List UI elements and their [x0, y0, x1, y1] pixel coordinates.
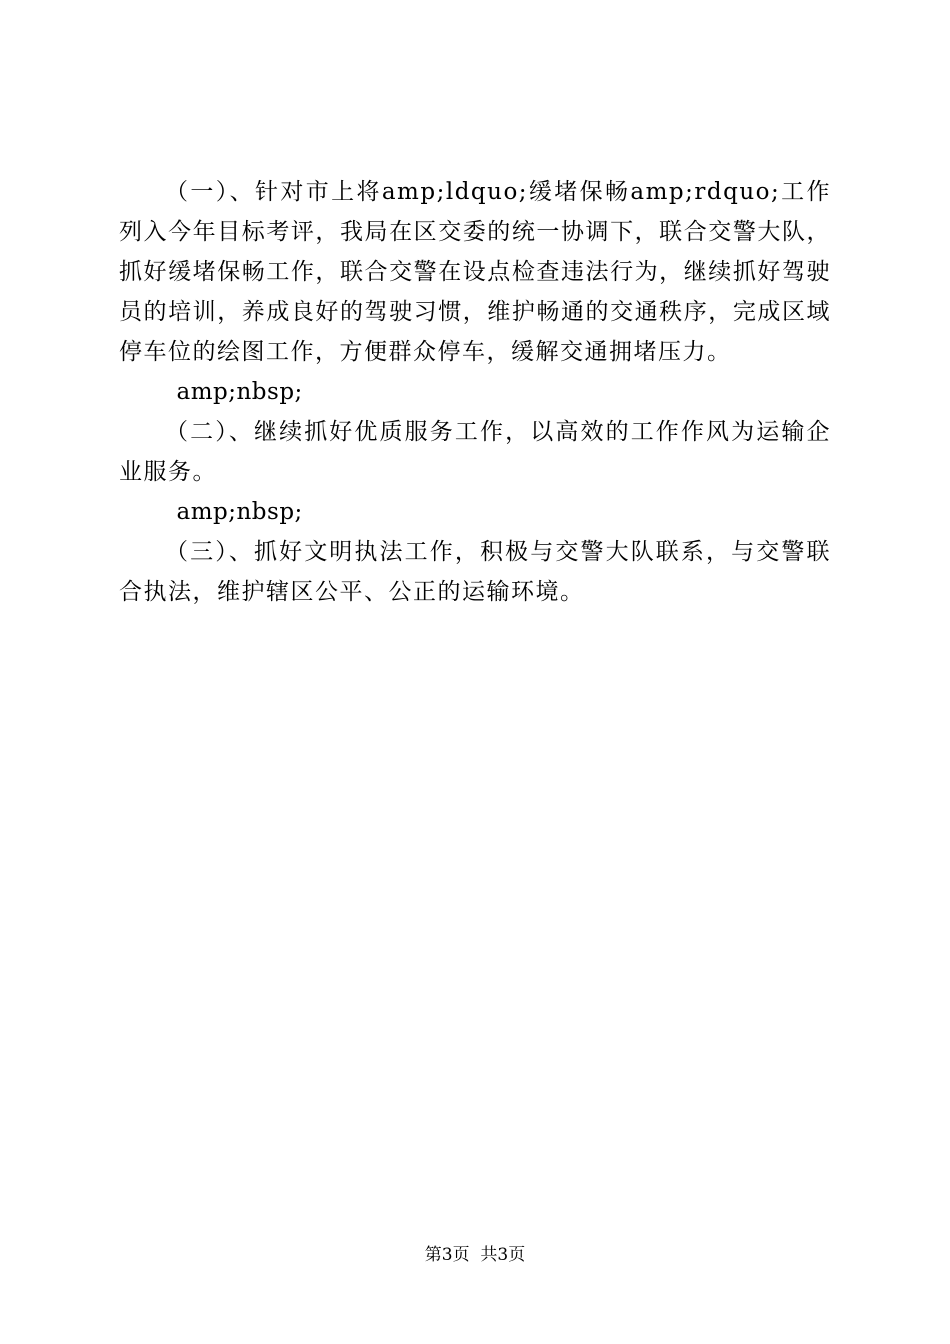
nbsp-line-2: amp;nbsp; — [176, 499, 303, 525]
page-footer: 第3页 共3页 — [424, 1245, 526, 1265]
paragraph-2: （二）、继续抓好优质服务工作，以高效的工作作风为运输企业服务。 — [119, 419, 831, 485]
paragraph-1: （一）、针对市上将amp;ldquo;缓堵保畅amp;rdquo;工作列入今年目标考评，我局在区交委的统一协调下，联合交警大队，抓好缓堵保畅工作，联合交警在设点检查违法行为，继续抓好驾驶员的培训，养成良好的驾驶习惯，维护畅通的交通秩序，完成区域停车位的绘图工作，方便群众停车，缓解交通拥堵压力。 — [119, 179, 831, 365]
nbsp-line-1: amp;nbsp; — [176, 379, 303, 405]
paragraph-3: （三）、抓好文明执法工作，积极与交警大队联系，与交警联合执法，维护辖区公平、公正的运输环境。 — [119, 539, 831, 605]
document-body — [119, 172, 831, 612]
